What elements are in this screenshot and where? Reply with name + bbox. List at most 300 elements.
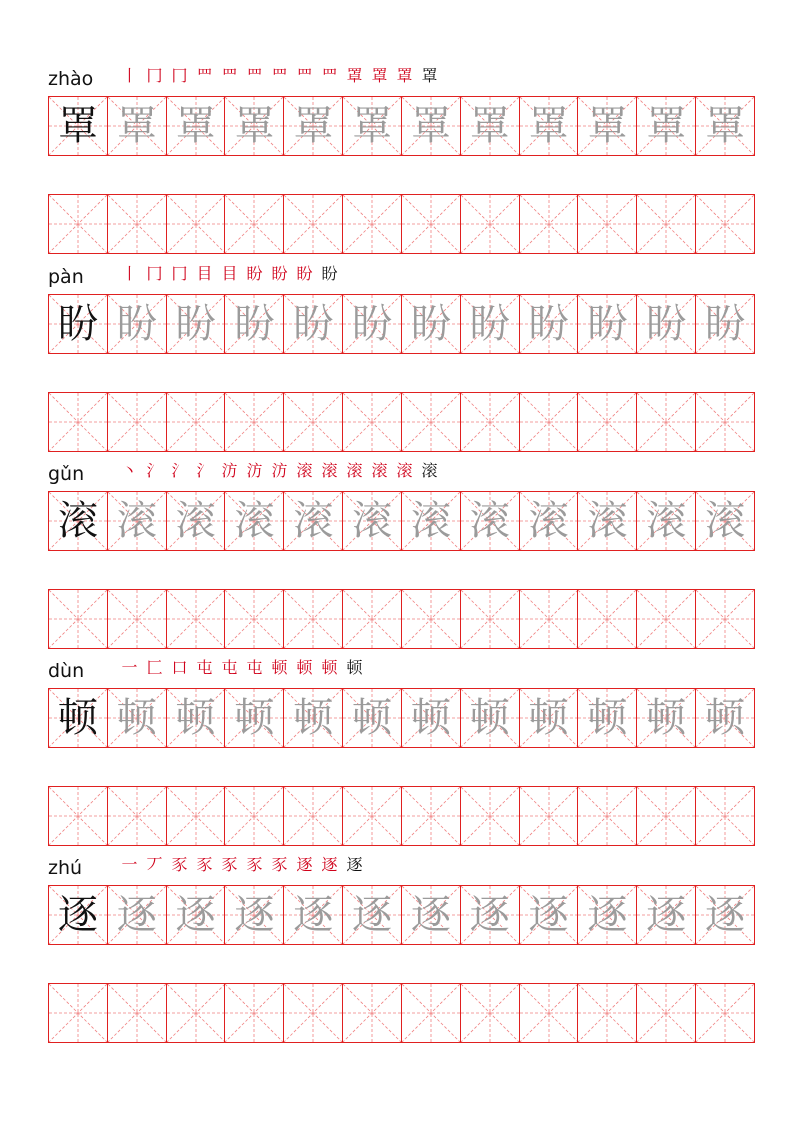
tianzige-guide-lines	[520, 787, 578, 845]
blank-practice-cell[interactable]	[283, 392, 343, 452]
blank-practice-cell[interactable]	[166, 983, 226, 1043]
tianzige-guide-lines	[578, 984, 636, 1042]
tianzige-guide-lines	[461, 984, 519, 1042]
blank-practice-cell[interactable]	[107, 194, 167, 254]
tracing-row	[48, 491, 754, 551]
stroke-step: 汸	[246, 461, 263, 480]
tianzige-guide-lines	[696, 393, 754, 451]
trace-character: 顿	[587, 695, 628, 741]
tianzige-guide-lines	[167, 787, 225, 845]
blank-practice-cell[interactable]	[695, 983, 755, 1043]
trace-character-cell[interactable]	[460, 491, 520, 551]
tianzige-guide-lines	[461, 590, 519, 648]
trace-character: 盼	[116, 301, 157, 347]
blank-practice-cell[interactable]	[636, 983, 696, 1043]
blank-practice-cell[interactable]	[519, 983, 579, 1043]
stroke-step: 豕	[246, 855, 263, 874]
trace-character-cell[interactable]	[166, 688, 226, 748]
tianzige-guide-lines	[461, 787, 519, 845]
trace-character-cell[interactable]	[577, 294, 637, 354]
blank-practice-cell[interactable]	[460, 786, 520, 846]
trace-character: 滚	[116, 498, 157, 544]
blank-practice-cell[interactable]	[224, 392, 284, 452]
trace-character: 盼	[705, 301, 746, 347]
trace-character-cell[interactable]	[166, 491, 226, 551]
blank-practice-cell[interactable]	[166, 392, 226, 452]
blank-practice-cell[interactable]	[283, 589, 343, 649]
trace-character-cell[interactable]	[460, 96, 520, 156]
blank-practice-cell[interactable]	[224, 194, 284, 254]
tianzige-guide-lines	[343, 590, 401, 648]
tianzige-guide-lines	[108, 195, 166, 253]
trace-character: 盼	[175, 301, 216, 347]
trace-character-cell[interactable]	[224, 294, 284, 354]
trace-character: 逐	[116, 892, 157, 938]
stroke-step: 匚	[146, 658, 163, 677]
trace-character: 滚	[352, 498, 393, 544]
trace-character-cell[interactable]	[401, 96, 461, 156]
trace-character-cell[interactable]	[695, 885, 755, 945]
model-character: 盼	[58, 301, 98, 347]
stroke-order-sequence	[118, 658, 366, 678]
trace-character-cell[interactable]	[519, 294, 579, 354]
tianzige-guide-lines	[108, 787, 166, 845]
pinyin-label: dùn	[48, 660, 85, 682]
stroke-step: 盼	[296, 264, 313, 283]
stroke-step: 丶	[121, 461, 138, 480]
trace-character: 逐	[175, 892, 216, 938]
trace-character: 滚	[646, 498, 687, 544]
blank-practice-cell[interactable]	[48, 786, 108, 846]
trace-character-cell[interactable]	[636, 96, 696, 156]
tianzige-guide-lines	[578, 393, 636, 451]
blank-practice-cell[interactable]	[224, 786, 284, 846]
blank-practice-cell[interactable]	[695, 786, 755, 846]
trace-character-cell[interactable]	[636, 885, 696, 945]
trace-character-cell[interactable]	[695, 688, 755, 748]
stroke-step: 屯	[246, 658, 263, 677]
stroke-step: 罒	[221, 66, 238, 85]
trace-character-cell[interactable]	[401, 885, 461, 945]
tracing-row	[48, 96, 754, 156]
tianzige-guide-lines	[108, 984, 166, 1042]
blank-practice-cell[interactable]	[695, 194, 755, 254]
trace-character: 罩	[705, 103, 746, 149]
blank-practice-cell[interactable]	[577, 786, 637, 846]
stroke-step: 罩	[396, 66, 413, 85]
tracing-row	[48, 885, 754, 945]
blank-practice-cell[interactable]	[519, 786, 579, 846]
trace-character: 罩	[116, 103, 157, 149]
character-block	[48, 853, 754, 1109]
blank-practice-cell[interactable]	[342, 589, 402, 649]
trace-character: 顿	[646, 695, 687, 741]
tianzige-guide-lines	[696, 984, 754, 1042]
stroke-step: 盼	[271, 264, 288, 283]
tianzige-guide-lines	[167, 393, 225, 451]
tianzige-guide-lines	[402, 590, 460, 648]
blank-practice-row	[48, 194, 754, 254]
stroke-step: 屯	[221, 658, 238, 677]
trace-character-cell[interactable]	[166, 96, 226, 156]
trace-character-cell[interactable]	[342, 294, 402, 354]
stroke-step: 汸	[271, 461, 288, 480]
tracing-row	[48, 688, 754, 748]
tianzige-guide-lines	[461, 393, 519, 451]
character-header	[48, 64, 754, 90]
blank-practice-cell[interactable]	[283, 194, 343, 254]
tianzige-guide-lines	[520, 195, 578, 253]
trace-character-cell[interactable]	[107, 96, 167, 156]
blank-practice-cell[interactable]	[460, 194, 520, 254]
tianzige-guide-lines	[49, 393, 107, 451]
trace-character-cell[interactable]	[107, 491, 167, 551]
stroke-step: 冂	[171, 66, 188, 85]
tianzige-guide-lines	[696, 787, 754, 845]
stroke-step: 氵	[196, 461, 213, 480]
pinyin-label: zhào	[48, 68, 94, 90]
stroke-order-sequence	[118, 66, 441, 86]
blank-practice-cell[interactable]	[283, 983, 343, 1043]
trace-character-cell[interactable]	[401, 688, 461, 748]
trace-character-cell[interactable]	[577, 491, 637, 551]
trace-character-cell[interactable]	[283, 885, 343, 945]
blank-practice-row	[48, 983, 754, 1043]
stroke-step: 一	[121, 855, 138, 874]
trace-character: 盼	[469, 301, 510, 347]
tianzige-guide-lines	[637, 393, 695, 451]
trace-character: 逐	[587, 892, 628, 938]
blank-practice-cell[interactable]	[460, 589, 520, 649]
trace-character: 滚	[705, 498, 746, 544]
trace-character-cell[interactable]	[519, 96, 579, 156]
trace-character-cell[interactable]	[695, 96, 755, 156]
blank-practice-cell[interactable]	[577, 392, 637, 452]
stroke-step: 盼	[246, 264, 263, 283]
trace-character: 顿	[352, 695, 393, 741]
trace-character: 罩	[587, 103, 628, 149]
trace-character-cell[interactable]	[224, 885, 284, 945]
trace-character-cell[interactable]	[107, 294, 167, 354]
blank-practice-cell[interactable]	[401, 786, 461, 846]
stroke-step: 逐	[321, 855, 338, 874]
trace-character: 顿	[469, 695, 510, 741]
blank-practice-cell[interactable]	[577, 589, 637, 649]
blank-practice-row	[48, 392, 754, 452]
stroke-step: 口	[171, 658, 188, 677]
stroke-step: 滚	[296, 461, 313, 480]
stroke-step: 屯	[196, 658, 213, 677]
blank-practice-cell[interactable]	[401, 983, 461, 1043]
trace-character-cell[interactable]	[401, 294, 461, 354]
tianzige-guide-lines	[578, 787, 636, 845]
trace-character: 顿	[116, 695, 157, 741]
tianzige-guide-lines	[284, 195, 342, 253]
stroke-step: 滚	[321, 461, 338, 480]
trace-character: 逐	[528, 892, 569, 938]
trace-character-cell[interactable]	[577, 96, 637, 156]
trace-character: 滚	[528, 498, 569, 544]
blank-practice-cell[interactable]	[636, 786, 696, 846]
stroke-step: 汸	[221, 461, 238, 480]
stroke-step: 罩	[421, 66, 438, 85]
trace-character: 盼	[646, 301, 687, 347]
trace-character-cell[interactable]	[342, 885, 402, 945]
stroke-step: 丆	[146, 855, 163, 874]
trace-character-cell[interactable]	[519, 491, 579, 551]
tianzige-guide-lines	[343, 787, 401, 845]
tianzige-guide-lines	[637, 590, 695, 648]
stroke-step: 丨	[121, 66, 138, 85]
trace-character: 罩	[352, 103, 393, 149]
trace-character: 罩	[646, 103, 687, 149]
trace-character: 顿	[175, 695, 216, 741]
trace-character-cell[interactable]	[342, 491, 402, 551]
trace-character-cell[interactable]	[166, 885, 226, 945]
stroke-order-sequence	[118, 264, 341, 284]
model-character: 罩	[58, 103, 98, 149]
stroke-step: 顿	[296, 658, 313, 677]
tianzige-guide-lines	[284, 787, 342, 845]
trace-character: 逐	[646, 892, 687, 938]
tianzige-guide-lines	[520, 984, 578, 1042]
blank-practice-cell[interactable]	[342, 392, 402, 452]
blank-practice-cell[interactable]	[48, 589, 108, 649]
trace-character: 盼	[352, 301, 393, 347]
blank-practice-cell[interactable]	[636, 392, 696, 452]
tianzige-guide-lines	[225, 393, 283, 451]
stroke-step: 氵	[171, 461, 188, 480]
stroke-step: 罒	[296, 66, 313, 85]
stroke-step: 冂	[171, 264, 188, 283]
tianzige-guide-lines	[402, 984, 460, 1042]
tianzige-guide-lines	[49, 984, 107, 1042]
tianzige-guide-lines	[343, 195, 401, 253]
trace-character: 滚	[587, 498, 628, 544]
blank-practice-row	[48, 589, 754, 649]
tianzige-guide-lines	[108, 590, 166, 648]
blank-practice-cell[interactable]	[342, 194, 402, 254]
tianzige-guide-lines	[637, 984, 695, 1042]
trace-character: 滚	[175, 498, 216, 544]
trace-character-cell[interactable]	[107, 688, 167, 748]
stroke-step: 罩	[346, 66, 363, 85]
blank-practice-cell[interactable]	[107, 786, 167, 846]
stroke-step: 丨	[121, 264, 138, 283]
trace-character-cell[interactable]	[577, 885, 637, 945]
blank-practice-cell[interactable]	[519, 392, 579, 452]
trace-character: 盼	[234, 301, 275, 347]
trace-character: 顿	[293, 695, 334, 741]
tianzige-guide-lines	[343, 393, 401, 451]
tianzige-guide-lines	[225, 590, 283, 648]
tianzige-guide-lines	[167, 195, 225, 253]
trace-character-cell[interactable]	[519, 885, 579, 945]
blank-practice-cell[interactable]	[695, 392, 755, 452]
stroke-step: 豕	[171, 855, 188, 874]
stroke-step: 逐	[346, 855, 363, 874]
trace-character-cell[interactable]	[695, 294, 755, 354]
tianzige-guide-lines	[578, 195, 636, 253]
stroke-order-sequence	[118, 855, 366, 875]
character-header	[48, 262, 754, 288]
blank-practice-cell[interactable]	[166, 786, 226, 846]
trace-character-cell[interactable]	[342, 96, 402, 156]
stroke-order-sequence	[118, 461, 441, 481]
trace-character: 滚	[234, 498, 275, 544]
tianzige-guide-lines	[167, 590, 225, 648]
trace-character-cell[interactable]	[283, 688, 343, 748]
trace-character: 顿	[234, 695, 275, 741]
blank-practice-cell[interactable]	[166, 589, 226, 649]
model-character: 顿	[58, 695, 98, 741]
model-character-cell[interactable]	[48, 294, 108, 354]
trace-character: 逐	[352, 892, 393, 938]
tianzige-guide-lines	[49, 195, 107, 253]
blank-practice-cell[interactable]	[695, 589, 755, 649]
stroke-step: 盼	[321, 264, 338, 283]
model-character-cell[interactable]	[48, 96, 108, 156]
blank-practice-cell[interactable]	[342, 983, 402, 1043]
tianzige-guide-lines	[637, 787, 695, 845]
blank-practice-cell[interactable]	[48, 194, 108, 254]
stroke-step: 顿	[271, 658, 288, 677]
stroke-step: 滚	[371, 461, 388, 480]
character-header	[48, 459, 754, 485]
trace-character: 逐	[293, 892, 334, 938]
blank-practice-cell[interactable]	[166, 194, 226, 254]
trace-character: 罩	[293, 103, 334, 149]
tianzige-guide-lines	[578, 590, 636, 648]
blank-practice-cell[interactable]	[636, 589, 696, 649]
tianzige-guide-lines	[108, 393, 166, 451]
stroke-step: 豕	[196, 855, 213, 874]
trace-character: 逐	[234, 892, 275, 938]
blank-practice-cell[interactable]	[283, 786, 343, 846]
tianzige-guide-lines	[225, 984, 283, 1042]
stroke-step: 豕	[271, 855, 288, 874]
blank-practice-cell[interactable]	[577, 194, 637, 254]
stroke-step: 冂	[146, 264, 163, 283]
blank-practice-cell[interactable]	[224, 983, 284, 1043]
character-header	[48, 656, 754, 682]
trace-character: 顿	[705, 695, 746, 741]
character-header	[48, 853, 754, 879]
pinyin-label: gǔn	[48, 463, 85, 485]
tianzige-guide-lines	[696, 195, 754, 253]
trace-character-cell[interactable]	[224, 96, 284, 156]
tianzige-guide-lines	[402, 195, 460, 253]
model-character-cell[interactable]	[48, 491, 108, 551]
trace-character-cell[interactable]	[577, 688, 637, 748]
trace-character: 逐	[469, 892, 510, 938]
trace-character: 逐	[410, 892, 451, 938]
tracing-row	[48, 294, 754, 354]
trace-character: 罩	[469, 103, 510, 149]
trace-character-cell[interactable]	[342, 688, 402, 748]
blank-practice-cell[interactable]	[577, 983, 637, 1043]
tianzige-guide-lines	[284, 984, 342, 1042]
trace-character: 顿	[410, 695, 451, 741]
trace-character-cell[interactable]	[695, 491, 755, 551]
trace-character-cell[interactable]	[636, 491, 696, 551]
trace-character-cell[interactable]	[224, 491, 284, 551]
tianzige-guide-lines	[402, 787, 460, 845]
blank-practice-cell[interactable]	[519, 589, 579, 649]
trace-character-cell[interactable]	[166, 294, 226, 354]
stroke-step: 氵	[146, 461, 163, 480]
stroke-step: 罒	[321, 66, 338, 85]
trace-character-cell[interactable]	[224, 688, 284, 748]
trace-character-cell[interactable]	[283, 294, 343, 354]
model-character-cell[interactable]	[48, 885, 108, 945]
trace-character-cell[interactable]	[460, 294, 520, 354]
stroke-step: 逐	[296, 855, 313, 874]
trace-character-cell[interactable]	[107, 885, 167, 945]
blank-practice-cell[interactable]	[401, 194, 461, 254]
blank-practice-cell[interactable]	[48, 983, 108, 1043]
trace-character: 盼	[587, 301, 628, 347]
trace-character: 盼	[410, 301, 451, 347]
trace-character: 滚	[410, 498, 451, 544]
stroke-step: 目	[196, 264, 213, 283]
stroke-step: 罩	[371, 66, 388, 85]
tianzige-guide-lines	[284, 590, 342, 648]
blank-practice-cell[interactable]	[636, 194, 696, 254]
blank-practice-cell[interactable]	[107, 589, 167, 649]
tianzige-guide-lines	[225, 787, 283, 845]
trace-character-cell[interactable]	[519, 688, 579, 748]
trace-character-cell[interactable]	[636, 688, 696, 748]
tianzige-guide-lines	[520, 393, 578, 451]
blank-practice-cell[interactable]	[401, 589, 461, 649]
trace-character: 罩	[528, 103, 569, 149]
trace-character: 罩	[175, 103, 216, 149]
tianzige-guide-lines	[637, 195, 695, 253]
stroke-step: 滚	[421, 461, 438, 480]
blank-practice-cell[interactable]	[460, 983, 520, 1043]
stroke-step: 罒	[196, 66, 213, 85]
model-character: 滚	[58, 498, 98, 544]
trace-character-cell[interactable]	[283, 491, 343, 551]
tianzige-guide-lines	[520, 590, 578, 648]
trace-character-cell[interactable]	[460, 688, 520, 748]
trace-character: 罩	[234, 103, 275, 149]
blank-practice-cell[interactable]	[460, 392, 520, 452]
blank-practice-cell[interactable]	[107, 392, 167, 452]
blank-practice-cell[interactable]	[107, 983, 167, 1043]
blank-practice-cell[interactable]	[342, 786, 402, 846]
blank-practice-cell[interactable]	[519, 194, 579, 254]
trace-character-cell[interactable]	[636, 294, 696, 354]
blank-practice-row	[48, 786, 754, 846]
blank-practice-cell[interactable]	[401, 392, 461, 452]
trace-character-cell[interactable]	[401, 491, 461, 551]
trace-character: 逐	[705, 892, 746, 938]
blank-practice-cell[interactable]	[224, 589, 284, 649]
model-character-cell[interactable]	[48, 688, 108, 748]
trace-character: 罩	[410, 103, 451, 149]
stroke-step: 罒	[271, 66, 288, 85]
tianzige-guide-lines	[167, 984, 225, 1042]
trace-character-cell[interactable]	[283, 96, 343, 156]
trace-character: 滚	[293, 498, 334, 544]
pinyin-label: zhú	[48, 857, 83, 879]
trace-character-cell[interactable]	[460, 885, 520, 945]
blank-practice-cell[interactable]	[48, 392, 108, 452]
tianzige-guide-lines	[284, 393, 342, 451]
stroke-step: 顿	[321, 658, 338, 677]
